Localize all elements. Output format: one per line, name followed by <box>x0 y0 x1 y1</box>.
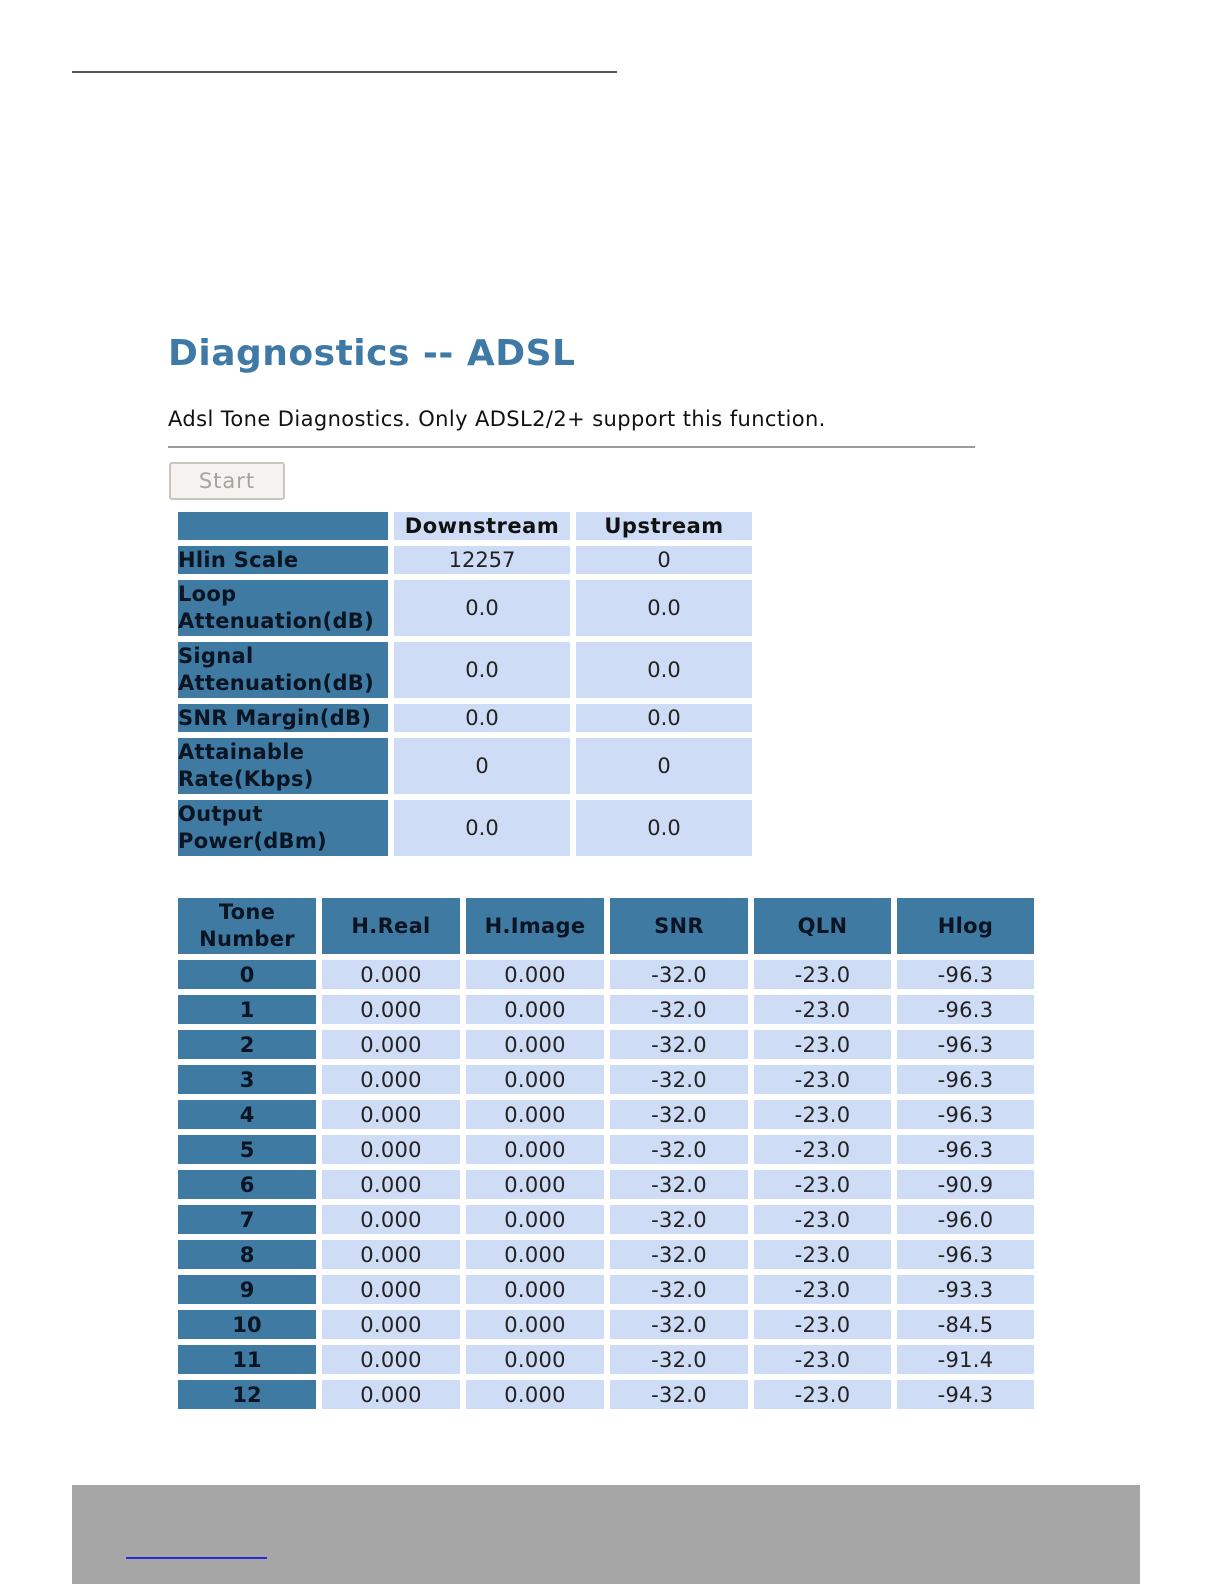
tone-qln-cell: -23.0 <box>754 1205 891 1234</box>
tone-snr-cell: -32.0 <box>610 1135 748 1164</box>
stats-upstream-value: 0.0 <box>576 704 752 732</box>
tone-hreal-cell: 0.000 <box>322 995 460 1024</box>
start-button[interactable]: Start <box>169 462 285 500</box>
stats-upstream-value: 0 <box>576 546 752 574</box>
tone-hlog-cell: -96.3 <box>897 1030 1034 1059</box>
stats-col-upstream: Upstream <box>576 512 752 540</box>
tone-snr-cell: -32.0 <box>610 1275 748 1304</box>
tone-qln-cell: -23.0 <box>754 1100 891 1129</box>
stats-row-label: SNR Margin(dB) <box>178 704 388 732</box>
tone-row <box>178 995 1034 1024</box>
tone-hlog-cell: -93.3 <box>897 1275 1034 1304</box>
tone-number-cell: 7 <box>178 1205 316 1234</box>
tone-himage-cell: 0.000 <box>466 1205 604 1234</box>
stats-downstream-value: 0.0 <box>394 800 570 856</box>
tone-hreal-cell: 0.000 <box>322 1030 460 1059</box>
tone-row <box>178 1310 1034 1339</box>
tone-himage-cell: 0.000 <box>466 1065 604 1094</box>
page-title: Diagnostics -- ADSL <box>168 333 576 374</box>
tone-hlog-cell: -96.0 <box>897 1205 1034 1234</box>
page-description: Adsl Tone Diagnostics. Only ADSL2/2+ support this function. <box>168 407 826 431</box>
tone-hlog-cell: -96.3 <box>897 1240 1034 1269</box>
tone-hreal-cell: 0.000 <box>322 1135 460 1164</box>
tone-hreal-cell: 0.000 <box>322 1240 460 1269</box>
tone-qln-cell: -23.0 <box>754 995 891 1024</box>
tone-row <box>178 1170 1034 1199</box>
tone-table <box>172 892 1040 1415</box>
tone-qln-cell: -23.0 <box>754 1065 891 1094</box>
tone-hlog-cell: -96.3 <box>897 1135 1034 1164</box>
tone-snr-cell: -32.0 <box>610 960 748 989</box>
tone-qln-cell: -23.0 <box>754 1345 891 1374</box>
tone-row <box>178 1135 1034 1164</box>
tone-hlog-cell: -96.3 <box>897 1100 1034 1129</box>
tone-number-cell: 6 <box>178 1170 316 1199</box>
tone-snr-cell: -32.0 <box>610 1205 748 1234</box>
tone-col-qln: QLN <box>754 898 891 954</box>
tone-row <box>178 960 1034 989</box>
tone-snr-cell: -32.0 <box>610 1100 748 1129</box>
stats-downstream-value: 0.0 <box>394 580 570 636</box>
tone-number-cell: 9 <box>178 1275 316 1304</box>
tone-col-hlog: Hlog <box>897 898 1034 954</box>
stats-upstream-value: 0 <box>576 738 752 794</box>
tone-row <box>178 1380 1034 1409</box>
tone-number-cell: 2 <box>178 1030 316 1059</box>
tone-row <box>178 1345 1034 1374</box>
tone-himage-cell: 0.000 <box>466 1345 604 1374</box>
tone-row <box>178 1240 1034 1269</box>
tone-col-snr: SNR <box>610 898 748 954</box>
tone-number-cell: 5 <box>178 1135 316 1164</box>
tone-himage-cell: 0.000 <box>466 1030 604 1059</box>
stats-downstream-value: 12257 <box>394 546 570 574</box>
stats-row-label: Loop Attenuation(dB) <box>178 580 388 636</box>
tone-number-cell: 4 <box>178 1100 316 1129</box>
tone-snr-cell: -32.0 <box>610 1065 748 1094</box>
tone-qln-cell: -23.0 <box>754 960 891 989</box>
tone-qln-cell: -23.0 <box>754 1240 891 1269</box>
tone-himage-cell: 0.000 <box>466 1240 604 1269</box>
stats-upstream-value: 0.0 <box>576 580 752 636</box>
tone-hlog-cell: -96.3 <box>897 1065 1034 1094</box>
tone-hlog-cell: -96.3 <box>897 960 1034 989</box>
tone-row <box>178 1030 1034 1059</box>
footer-band <box>72 1485 1140 1584</box>
tone-himage-cell: 0.000 <box>466 960 604 989</box>
tone-hreal-cell: 0.000 <box>322 960 460 989</box>
tone-row <box>178 1100 1034 1129</box>
tone-row <box>178 1065 1034 1094</box>
stats-row-label: Hlin Scale <box>178 546 388 574</box>
stats-downstream-value: 0 <box>394 738 570 794</box>
tone-himage-cell: 0.000 <box>466 1135 604 1164</box>
tone-snr-cell: -32.0 <box>610 995 748 1024</box>
tone-hreal-cell: 0.000 <box>322 1170 460 1199</box>
tone-number-cell: 8 <box>178 1240 316 1269</box>
tone-qln-cell: -23.0 <box>754 1030 891 1059</box>
stats-upstream-value: 0.0 <box>576 642 752 698</box>
stats-row-label: Attainable Rate(Kbps) <box>178 738 388 794</box>
tone-snr-cell: -32.0 <box>610 1310 748 1339</box>
tone-hreal-cell: 0.000 <box>322 1380 460 1409</box>
tone-hlog-cell: -94.3 <box>897 1380 1034 1409</box>
tone-row <box>178 1275 1034 1304</box>
tone-number-cell: 12 <box>178 1380 316 1409</box>
tone-number-cell: 3 <box>178 1065 316 1094</box>
tone-number-cell: 11 <box>178 1345 316 1374</box>
tone-himage-cell: 0.000 <box>466 1275 604 1304</box>
tone-row <box>178 1205 1034 1234</box>
tone-snr-cell: -32.0 <box>610 1240 748 1269</box>
tone-snr-cell: -32.0 <box>610 1030 748 1059</box>
footer-link-underline <box>126 1557 267 1559</box>
tone-col-number: Tone Number <box>178 898 316 954</box>
tone-header-row <box>178 898 1034 954</box>
tone-qln-cell: -23.0 <box>754 1380 891 1409</box>
stats-downstream-value: 0.0 <box>394 704 570 732</box>
tone-himage-cell: 0.000 <box>466 1100 604 1129</box>
tone-himage-cell: 0.000 <box>466 1380 604 1409</box>
tone-hlog-cell: -96.3 <box>897 995 1034 1024</box>
tone-hreal-cell: 0.000 <box>322 1065 460 1094</box>
tone-qln-cell: -23.0 <box>754 1170 891 1199</box>
tone-hreal-cell: 0.000 <box>322 1345 460 1374</box>
tone-hreal-cell: 0.000 <box>322 1275 460 1304</box>
tone-qln-cell: -23.0 <box>754 1135 891 1164</box>
tone-hreal-cell: 0.000 <box>322 1310 460 1339</box>
tone-qln-cell: -23.0 <box>754 1275 891 1304</box>
tone-col-himage: H.Image <box>466 898 604 954</box>
tone-number-cell: 0 <box>178 960 316 989</box>
tone-qln-cell: -23.0 <box>754 1310 891 1339</box>
stats-col-downstream: Downstream <box>394 512 570 540</box>
tone-number-cell: 1 <box>178 995 316 1024</box>
stats-row-label: Output Power(dBm) <box>178 800 388 856</box>
tone-snr-cell: -32.0 <box>610 1380 748 1409</box>
tone-col-hreal: H.Real <box>322 898 460 954</box>
tone-number-cell: 10 <box>178 1310 316 1339</box>
stats-downstream-value: 0.0 <box>394 642 570 698</box>
tone-snr-cell: -32.0 <box>610 1170 748 1199</box>
tone-hlog-cell: -91.4 <box>897 1345 1034 1374</box>
tone-hlog-cell: -90.9 <box>897 1170 1034 1199</box>
stats-upstream-value: 0.0 <box>576 800 752 856</box>
tone-himage-cell: 0.000 <box>466 1310 604 1339</box>
tone-himage-cell: 0.000 <box>466 995 604 1024</box>
tone-hreal-cell: 0.000 <box>322 1205 460 1234</box>
tone-hlog-cell: -84.5 <box>897 1310 1034 1339</box>
tone-snr-cell: -32.0 <box>610 1345 748 1374</box>
stats-row-label: Signal Attenuation(dB) <box>178 642 388 698</box>
tone-himage-cell: 0.000 <box>466 1170 604 1199</box>
tone-hreal-cell: 0.000 <box>322 1100 460 1129</box>
